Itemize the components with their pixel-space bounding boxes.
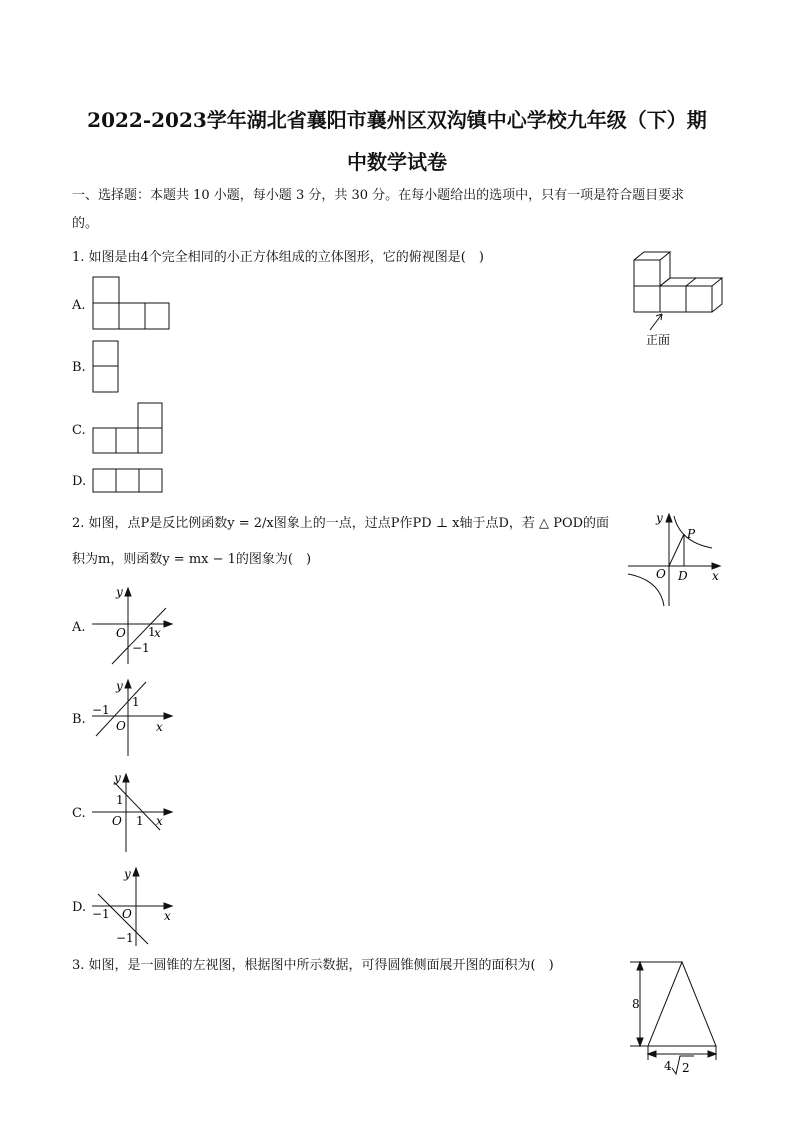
q1-text: 1. 如图是由4个完全相同的小正方体组成的立体图形，它的俯视图是( ) xyxy=(72,250,484,265)
q2c-one-y: 1 xyxy=(116,793,124,807)
q1-front-label: 正面 xyxy=(646,333,671,347)
q3-height: 8 xyxy=(632,997,640,1011)
q3-cone-figure xyxy=(622,956,726,1080)
q2c-x: x xyxy=(156,814,163,828)
q2-fig-d: D xyxy=(678,569,688,583)
q2-option-d-label: D. xyxy=(72,900,87,915)
q2-option-b-label: B. xyxy=(72,712,86,727)
q2b-x: x xyxy=(156,720,163,734)
q2b-one: 1 xyxy=(132,695,140,709)
q2a-one: 1 xyxy=(148,625,156,639)
q2-text-line1: 2. 如图，点P是反比例函数y = 2/x图象上的一点，过点P作PD ⊥ x轴于点D，若 △ POD的面 xyxy=(72,516,610,531)
paper-title-line1: 2022-2023学年湖北省襄阳市襄州区双沟镇中心学校九年级（下）期 xyxy=(87,108,707,132)
q2-option-c-graph xyxy=(90,770,180,854)
q2b-neg: −1 xyxy=(92,703,110,717)
paper-title-line2: 中数学试卷 xyxy=(347,150,447,174)
q2b-y: y xyxy=(116,679,123,693)
q2d-x: x xyxy=(164,909,171,923)
q2-option-b-graph xyxy=(90,676,180,760)
q2-fig-p: P xyxy=(687,527,696,541)
q1-option-b-figure xyxy=(92,340,122,396)
q2-text-line2: 积为m，则函数y = mx − 1的图象为( ) xyxy=(72,552,312,567)
q2b-o: O xyxy=(116,719,126,733)
q2-hyperbola-figure xyxy=(624,506,724,610)
q2-fig-y: y xyxy=(656,511,663,525)
q2-fig-x: x xyxy=(712,569,719,583)
q3-base-coef: 4 xyxy=(664,1059,672,1073)
q2-option-d-graph xyxy=(90,864,180,948)
q2a-o: O xyxy=(116,626,126,640)
q2d-neg-x: −1 xyxy=(92,907,110,921)
section-instructions-line1: 一、选择题：本题共 10 小题，每小题 3 分，共 30 分。在每小题给出的选项中，只有一项是符合题目要求 xyxy=(72,188,685,203)
q3-text: 3. 如图，是一圆锥的左视图，根据图中所示数据，可得圆锥侧面展开图的面积为( ) xyxy=(72,958,554,973)
section-instructions-line2: 的。 xyxy=(72,216,99,231)
q2a-y: y xyxy=(116,585,123,599)
q1-option-a-figure xyxy=(92,276,172,332)
q2-option-c-label: C. xyxy=(72,806,86,821)
q2c-y: y xyxy=(114,771,121,785)
q1-option-c-figure xyxy=(92,402,168,458)
q1-option-d-figure xyxy=(92,468,168,496)
q2d-o: O xyxy=(122,907,132,921)
q1-option-c-label: C. xyxy=(72,423,86,438)
q2d-y: y xyxy=(124,867,131,881)
q2d-neg-y: −1 xyxy=(116,931,134,945)
q2a-x: x xyxy=(154,626,161,640)
q1-cube-figure xyxy=(620,250,730,350)
q2c-o: O xyxy=(112,814,122,828)
q1-option-a-label: A. xyxy=(72,298,86,313)
q2-option-a-label: A. xyxy=(72,620,86,635)
q3-base-root: 2 xyxy=(682,1061,690,1075)
q2-option-a-graph xyxy=(90,584,180,668)
q1-option-b-label: B. xyxy=(72,360,86,375)
q1-option-d-label: D. xyxy=(72,474,87,489)
q2a-neg: −1 xyxy=(132,641,150,655)
q2-fig-o: O xyxy=(656,567,666,581)
q2c-one-x: 1 xyxy=(136,814,144,828)
